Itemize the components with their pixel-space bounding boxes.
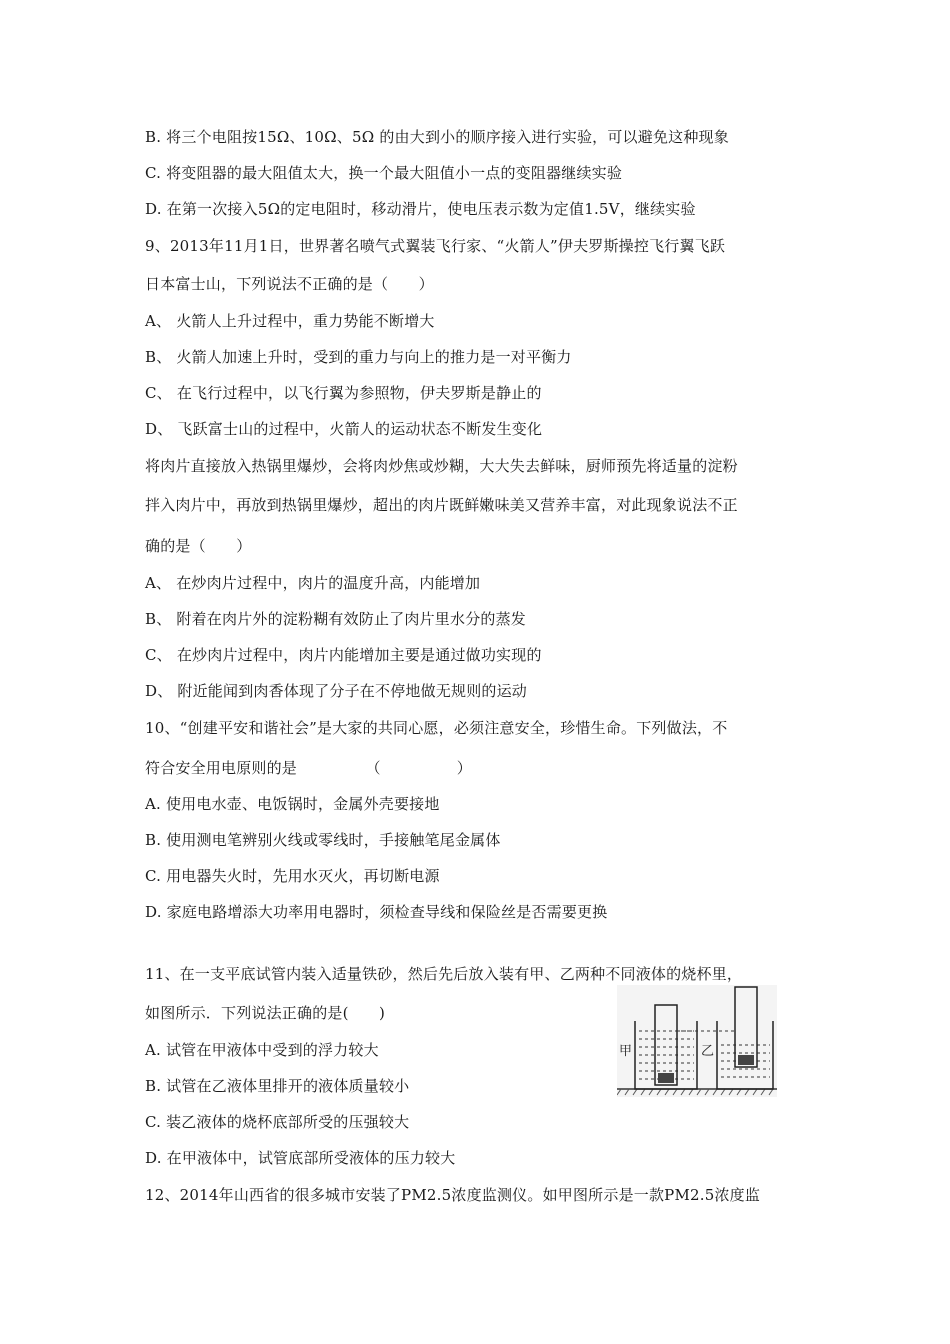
question-11-line-1: 11、在一支平底试管内装入适量铁砂，然后先后放入装有甲、乙两种不同液体的烧杯里， [145, 965, 743, 983]
option-9d: D、 飞跃富士山的过程中，火箭人的运动状态不断发生变化 [145, 420, 543, 438]
label-jia: 甲 [619, 1044, 633, 1059]
question-9-line-2: 日本富士山，下列说法不正确的是（ ） [145, 275, 434, 293]
beaker-diagram [617, 985, 777, 1097]
option-unnumbered-d: D、 附近能闻到肉香体现了分子在不停地做无规则的运动 [145, 682, 527, 700]
option-9c: C、 在飞行过程中，以飞行翼为参照物，伊夫罗斯是静止的 [145, 384, 542, 402]
option-11a: A. 试管在甲液体中受到的浮力较大 [145, 1041, 379, 1059]
question-unnumbered-line-3: 确的是（ ） [145, 537, 252, 555]
option-10a: A. 使用电水壶、电饭锅时，金属外壳要接地 [145, 795, 440, 813]
question-11-line-2: 如图所示．下列说法正确的是( ) [145, 1004, 386, 1022]
option-8d: D. 在第一次接入5Ω的定电阻时，移动滑片，使电压表示数为定值1.5V，继续实验 [145, 200, 696, 218]
option-unnumbered-a: A、 在炒肉片过程中，肉片的温度升高，内能增加 [145, 574, 481, 592]
option-8b: B. 将三个电阻按15Ω、10Ω、5Ω 的由大到小的顺序接入进行实验，可以避免这种现象 [145, 128, 729, 146]
question-9-line-1: 9、2013年11月1日，世界著名喷气式翼装飞行家、“火箭人”伊夫罗斯操控飞行翼飞跃 [145, 237, 726, 255]
iron-sand-yi [738, 1055, 754, 1065]
option-11c: C. 装乙液体的烧杯底部所受的压强较大 [145, 1113, 410, 1131]
option-11b: B. 试管在乙液体里排开的液体质量较小 [145, 1077, 410, 1095]
option-10b: B. 使用测电笔辨别火线或零线时，手接触笔尾金属体 [145, 831, 501, 849]
option-11d: D. 在甲液体中，试管底部所受液体的压力较大 [145, 1149, 456, 1167]
question-12-line-1: 12、2014年山西省的很多城市安装了PM2.5浓度监测仪。如甲图所示是一款PM2.5浓度监 [145, 1186, 761, 1204]
option-10c: C. 用电器失火时，先用水灭火，再切断电源 [145, 867, 440, 885]
beaker-figure [617, 985, 777, 1097]
option-9a: A、 火箭人上升过程中，重力势能不断增大 [145, 312, 435, 330]
option-unnumbered-c: C、 在炒肉片过程中，肉片内能增加主要是通过做功实现的 [145, 646, 542, 664]
question-unnumbered-line-2: 拌入肉片中，再放到热锅里爆炒，超出的肉片既鲜嫩味美又营养丰富，对此现象说法不正 [145, 496, 738, 514]
label-yi: 乙 [701, 1044, 715, 1059]
option-8c: C. 将变阻器的最大阻值太大，换一个最大阻值小一点的变阻器继续实验 [145, 164, 623, 182]
question-10-line-2: 符合安全用电原则的是 （ ） [145, 759, 472, 777]
question-unnumbered-line-1: 将肉片直接放入热锅里爆炒，会将肉炒焦或炒糊，大大失去鲜味，厨师预先将适量的淀粉 [145, 457, 738, 475]
option-unnumbered-b: B、 附着在肉片外的淀粉糊有效防止了肉片里水分的蒸发 [145, 610, 526, 628]
question-10-line-1: 10、“创建平安和谐社会”是大家的共同心愿，必须注意安全，珍惜生命。下列做法，不 [145, 719, 728, 737]
iron-sand-jia [658, 1073, 674, 1083]
option-9b: B、 火箭人加速上升时，受到的重力与向上的推力是一对平衡力 [145, 348, 572, 366]
option-10d: D. 家庭电路增添大功率用电器时，须检查导线和保险丝是否需要更换 [145, 903, 608, 921]
